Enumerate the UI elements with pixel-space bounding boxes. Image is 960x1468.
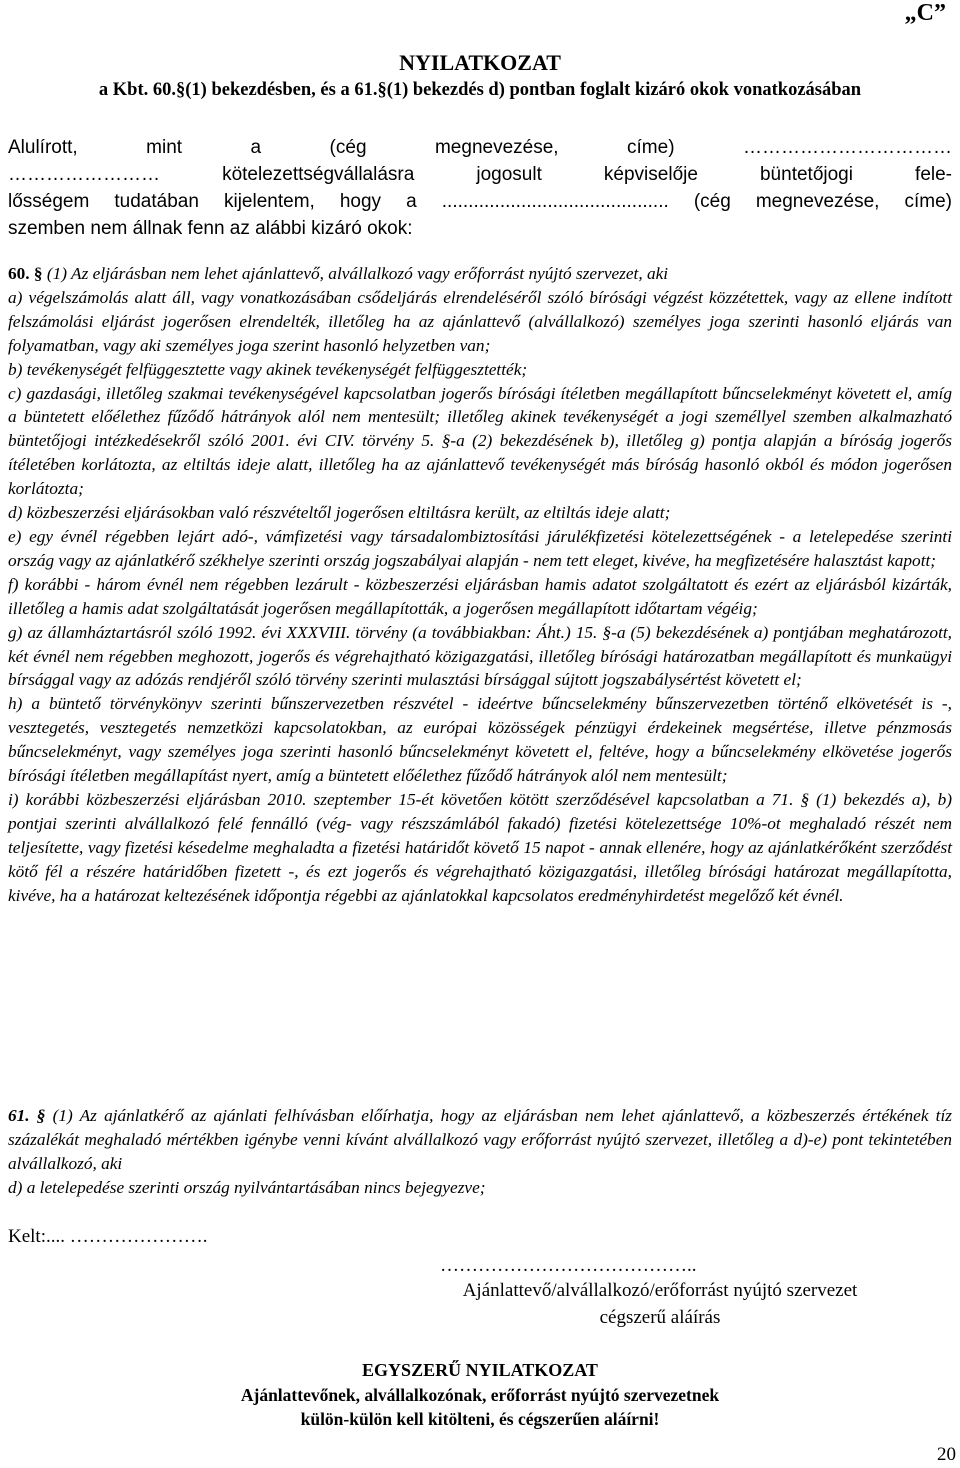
intro-line-2: …………………… kötelezettségvállalásra jogosult képviselője büntetőjogi fele- bbox=[8, 164, 952, 185]
section-60-item-h: h) a büntető törvénykönyv szerinti bűnszervezetben részvétel - ideértve bűncselekmény bűnszervezetben történő elkövetését is -, vesztegetés, vesztegetés nemzetközi kapcsolatokban, az európai közösségek pénzügyi érdekeinek megsértése, illetve pénzmosás bűncselekményt, vagy személyes joga szerinti hasonló bűncselekményt követett el, feltéve, hogy a bűncselekmény elkövetése jogerős bírósági ítéletben megállapítást nyert, amíg a büntetett előélethez fűződő hátrányok alól nem mentesült; bbox=[8, 694, 952, 786]
section-60-item-a: a) végelszámolás alatt áll, vagy vonatkozásában csődeljárás elrendeléséről szóló bírósági végzést közzétettek, vagy az ellene indított felszámolási eljárást jogerősen elrendelték, illetőleg ha az ajánlattevő (alvállalkozó) személyes joga szerinti hasonló eljárás van folyamatban, vagy aki személyes joga szerint hasonló helyzetben van; bbox=[8, 287, 952, 355]
section-60-item-b: b) tevékenységét felfüggesztette vagy akinek tevékenységét felfüggesztették; bbox=[8, 359, 528, 379]
page-number: 20 bbox=[937, 1444, 956, 1465]
section-60-lead bbox=[8, 262, 952, 286]
date-place-field: Kelt:.... …………………. bbox=[8, 1226, 208, 1247]
intro-line-3: lősségem tudatában kijelentem, hogy a ........................................... (cég megnevezése, címe) bbox=[8, 191, 952, 212]
signature-caption: Ajánlattevő/alvállalkozó/erőforrást nyújtó szervezet bbox=[462, 1280, 858, 1301]
section-60-lead-text: (1) Az eljárásban nem lehet ajánlattevő, alvállalkozó vagy erőforrást nyújtó szervezet, aki bbox=[46, 264, 669, 283]
section-60-item-i: i) korábbi közbeszerzési eljárásban 2010. szeptember 15-ét követően kötött szerződésével kapcsolatban a 71. § (1) bekezdés a), b) pontjai szerinti alvállalkozó felé fennálló (vég- vagy részszámlából fakadó) fizetési kötelezettsége 10%-ot meghaladó részét nem teljesítette, vagy fizetési késedelme meghaladta a fizetési határidőt követő 15 napot - annak ellenére, hogy az ajánlatkérőként szerződést kötő fél a részére határidőben fizetett -, és ezt jogerős és végrehajtható közigazgatási, illetőleg bírósági határozat megállapította, kivéve, ha a határozat keltezésének időpontja régebbi az ajánlatokkal kapcsolatos eredményhirdetést megelőző két évnél. bbox=[8, 789, 952, 905]
section-60 bbox=[8, 262, 952, 907]
annex-label: „C” bbox=[904, 0, 946, 26]
intro-line-1: Alulírott, mint a (cég megnevezése, címe) …………………………… bbox=[8, 137, 952, 158]
section-61-item-d: d) a letelepedése szerinti ország nyilvántartásában nincs bejegyezve; bbox=[8, 1177, 486, 1197]
signature-subcaption: cégszerű aláírás bbox=[599, 1307, 721, 1328]
section-61-number: 61. § bbox=[8, 1106, 46, 1125]
section-60-item-f: f) korábbi - három évnél nem régebben lezárult - közbeszerzési eljárásban hamis adatot szolgáltatott és ezért az eljárásból kizárták, illetőleg a hamis adat szolgáltatását jogerősen megállapították, a jogerősen megállapított időtartam végéig; bbox=[8, 574, 952, 618]
section-60-item-g: g) az államháztartásról szóló 1992. évi XXXVIII. törvény (a továbbiakban: Áht.) 15. §-a (5) bekezdésének a) pontjában meghatározott, két évnél nem régebben meghozott, jogerős és végrehajtható közigazgatási, illetőleg bírósági határozatban megállapított és munkaügyi bírsággal vagy az adózás rendjéről szóló törvény szerinti mulasztási bírsággal sújtott jogszabálysértést követett el; bbox=[8, 622, 952, 690]
footer-title: EGYSZERŰ NYILATKOZAT bbox=[362, 1360, 598, 1380]
section-61-lead bbox=[8, 1104, 952, 1176]
intro-line-4: szemben nem állnak fenn az alábbi kizáró okok: bbox=[8, 218, 413, 239]
section-60-number: 60. § bbox=[8, 264, 43, 283]
intro-paragraph bbox=[8, 134, 952, 242]
section-61-lead-text: (1) Az ajánlatkérő az ajánlati felhívásban előírhatja, hogy az eljárásban nem lehet ajánlattevő, a közbeszerzés értékének tíz százalékát meghaladó mértékben igénybe venni kívánt alvállalkozó vagy erőforrást nyújtó szervezet, illetőleg a d)-e) pont tekintetében alvállalkozó, aki bbox=[8, 1106, 952, 1173]
page-title: NYILATKOZAT bbox=[399, 50, 561, 75]
section-61 bbox=[8, 1104, 952, 1200]
signature-line: ………………………………….. bbox=[440, 1255, 697, 1276]
section-60-item-e: e) egy évnél régebben lejárt adó-, vámfizetési vagy társadalombiztosítási járulékfizetési kötelezettségének - a letelepedése szerinti ország vagy az ajánlatkérő székhelye szerinti ország jogszabályai alapján - nem tett eleget, kivéve, ha megfizetésére halasztást kapott; bbox=[8, 526, 952, 570]
footer-note-line-1: Ajánlattevőnek, alvállalkozónak, erőforrást nyújtó szervezetnek bbox=[240, 1385, 720, 1405]
section-60-item-d: d) közbeszerzési eljárásokban való részvételtől jogerősen eltiltásra került, az eltiltás ideje alatt; bbox=[8, 503, 671, 523]
footer-note-line-2: külön-külön kell kitölteni, és cégszerűen aláírni! bbox=[300, 1409, 660, 1429]
section-60-item-c: c) gazdasági, illetőleg szakmai tevékenységével kapcsolatban jogerős bírósági ítéletben megállapított bűncselekményt követett el, amíg a büntetett előélethez fűződő hátrányok alól nem mentesült; illetőleg akinek tevékenységét a jogi személlyel szemben alkalmazható büntetőjogi intézkedésekről szóló 2001. évi CIV. törvény 5. §-a (2) bekezdésének b), illetőleg g) pontja alapján a bíróság jogerős ítéletében korlátozta, az eltiltás ideje alatt, illetőleg ha az ajánlattevő tevékenységét más bíróság hasonló okból és módon jogerősen korlátozta; bbox=[8, 383, 952, 499]
page-subtitle: a Kbt. 60.§(1) bekezdésben, és a 61.§(1) bekezdés d) pontban foglalt kizáró okok vonatkozásában bbox=[98, 80, 862, 100]
